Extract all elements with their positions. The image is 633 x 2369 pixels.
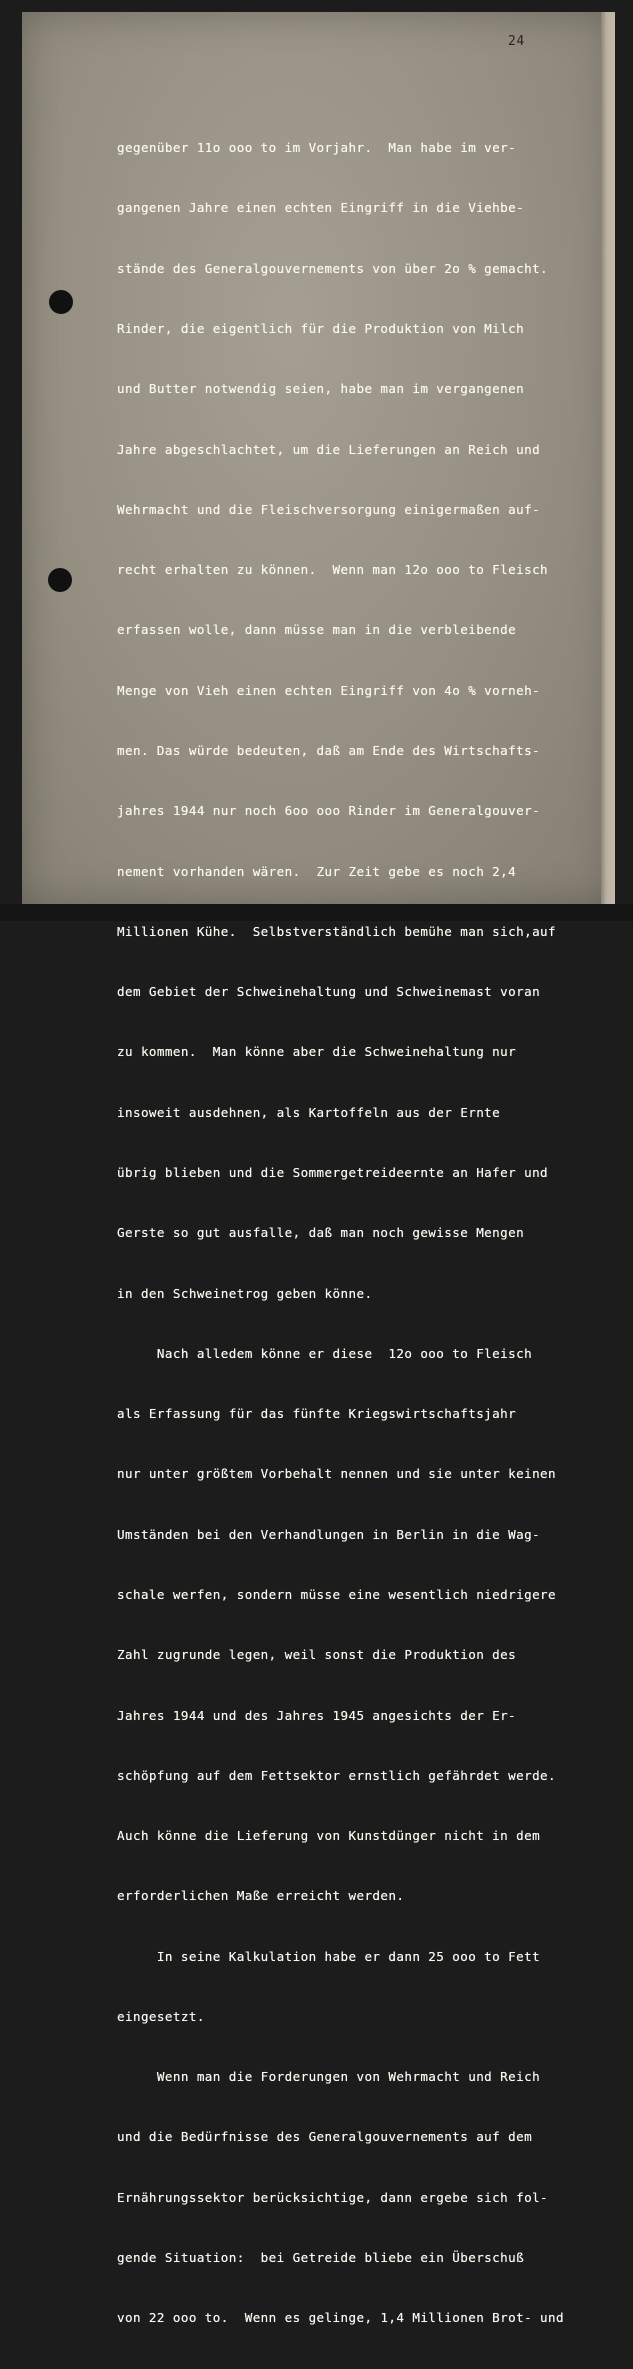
text-line: Jahres 1944 und des Jahres 1945 angesichts der Er-	[117, 1707, 517, 1723]
text-line: erfassen wolle, dann müsse man in die verbleibende	[117, 622, 517, 638]
text-line: gangenen Jahre einen echten Eingriff in die Viehbe-	[117, 200, 525, 216]
text-line: in den Schweinetrog geben könne.	[117, 1285, 373, 1301]
text-line: In seine Kalkulation habe er dann 25 ooo to Fett	[117, 1948, 541, 1964]
document-page	[22, 12, 615, 2326]
text-line: Rinder, die eigentlich für die Produktion von Milch	[117, 321, 525, 337]
text-line: und die Bedürfnisse des Generalgouvernements auf dem	[117, 2129, 533, 2145]
text-line: dem Gebiet der Schweinehaltung und Schweinemast voran	[117, 984, 541, 1000]
text-line: nur unter größtem Vorbehalt nennen und sie unter keinen	[117, 1466, 557, 1482]
text-line: Auch könne die Lieferung von Kunstdünger nicht in dem	[117, 1828, 541, 1844]
punch-hole-top	[49, 290, 73, 314]
text-line: Nach alledem könne er diese 12o ooo to Fleisch	[117, 1345, 533, 1361]
text-line: zu kommen. Man könne aber die Schweinehaltung nur	[117, 1044, 517, 1060]
text-line: insoweit ausdehnen, als Kartoffeln aus der Ernte	[117, 1104, 501, 1120]
text-line: Menge von Vieh einen echten Eingriff von 4o % vorneh-	[117, 682, 541, 698]
text-line: schale werfen, sondern müsse eine wesentlich niedrigere	[117, 1586, 557, 1602]
punch-hole-bottom	[48, 568, 72, 592]
text-line: von 22 ooo to. Wenn es gelinge, 1,4 Millionen Brot- und	[117, 2310, 564, 2326]
text-line: erforderlichen Maße erreicht werden.	[117, 1888, 405, 1904]
text-line: recht erhalten zu können. Wenn man 12o ooo to Fleisch	[117, 562, 549, 578]
page-number: 24	[508, 34, 525, 49]
text-line: Wenn man die Forderungen von Wehrmacht und Reich	[117, 2069, 541, 2085]
text-line: Wehrmacht und die Fleischversorgung einigermaßen auf-	[117, 501, 541, 517]
body-text	[117, 98, 607, 2369]
text-line: jahres 1944 nur noch 6oo ooo Rinder im Generalgouver-	[117, 803, 541, 819]
text-line: schöpfung auf dem Fettsektor ernstlich gefährdet werde.	[117, 1767, 557, 1783]
text-line: gende Situation: bei Getreide bliebe ein Überschuß	[117, 2250, 525, 2266]
text-line: übrig blieben und die Sommergetreideernte an Hafer und	[117, 1164, 549, 1180]
text-line: gegenüber 11o ooo to im Vorjahr. Man habe im ver-	[117, 140, 517, 156]
text-line: Zahl zugrunde legen, weil sonst die Produktion des	[117, 1647, 517, 1663]
text-line: eingesetzt.	[117, 2008, 205, 2024]
background-strip	[0, 904, 633, 921]
text-line: Jahre abgeschlachtet, um die Lieferungen an Reich und	[117, 441, 541, 457]
text-line: Ernährungssektor berücksichtige, dann ergebe sich fol-	[117, 2189, 549, 2205]
text-line: als Erfassung für das fünfte Kriegswirtschaftsjahr	[117, 1406, 517, 1422]
text-line: stände des Generalgouvernements von über 2o % gemacht.	[117, 260, 549, 276]
text-line: men. Das würde bedeuten, daß am Ende des Wirtschafts-	[117, 743, 541, 758]
text-line: Umständen bei den Verhandlungen in Berlin in die Wag-	[117, 1526, 541, 1542]
text-line: Millionen Kühe. Selbstverständlich bemühe man sich,auf	[117, 923, 557, 939]
text-line: Gerste so gut ausfalle, daß man noch gewisse Mengen	[117, 1225, 525, 1241]
text-line: nement vorhanden wären. Zur Zeit gebe es noch 2,4	[117, 863, 517, 879]
text-line: und Butter notwendig seien, habe man im vergangenen	[117, 381, 525, 397]
